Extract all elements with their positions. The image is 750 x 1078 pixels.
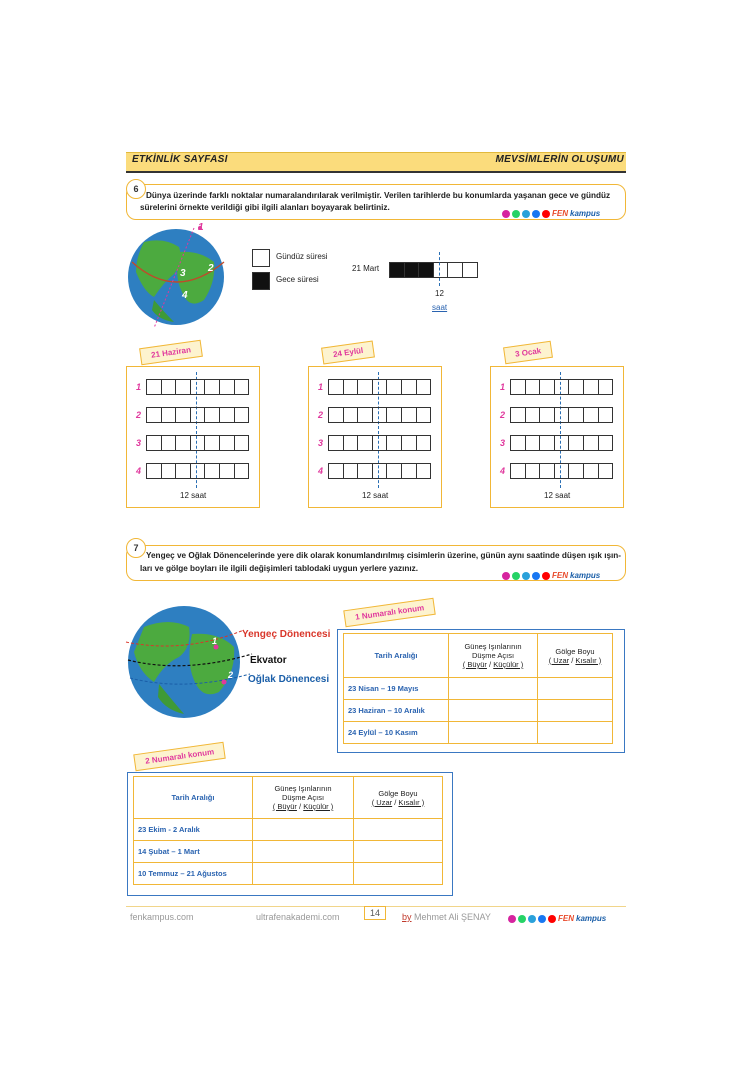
hour-cell[interactable] — [416, 379, 432, 395]
hour-cell[interactable] — [190, 463, 206, 479]
table2-shadow-cell[interactable] — [354, 819, 443, 841]
panel-row-number: 1 — [318, 382, 324, 392]
hour-cell[interactable] — [328, 407, 344, 423]
hour-cell[interactable] — [219, 435, 235, 451]
hour-cell[interactable] — [598, 463, 614, 479]
hour-cell[interactable] — [583, 379, 599, 395]
legend-day-swatch — [252, 249, 270, 267]
globe-illustration — [124, 222, 229, 332]
panel-row-number: 3 — [500, 438, 506, 448]
table1-angle-cell[interactable] — [449, 700, 538, 722]
question-7-text-2: ları ve gölge boyları ile ilgili değişimleri tablodaki uygun yerlere yazınız. — [140, 564, 419, 573]
hour-cell[interactable] — [343, 407, 359, 423]
panel-cell-row — [511, 463, 613, 479]
table1-header-date: Tarih Aralığı — [344, 634, 449, 678]
brand-q7: FEN kampus — [502, 571, 600, 580]
footer-author: by Mehmet Ali ŞENAY — [402, 912, 491, 922]
hour-cell[interactable] — [175, 435, 191, 451]
table2-angle-cell[interactable] — [253, 819, 354, 841]
table2-angle-cell[interactable] — [253, 841, 354, 863]
hour-cell[interactable] — [204, 463, 220, 479]
panel-cell-row — [511, 407, 613, 423]
globe-point-1: 1 — [198, 222, 204, 233]
panel-cell-row — [147, 407, 249, 423]
hour-cell[interactable] — [510, 463, 526, 479]
table2-header-angle: Güneş Işınlarının Düşme Açısı ( Büyür / Küçülür ) — [253, 777, 354, 819]
hour-cell[interactable] — [175, 407, 191, 423]
question-6-number: 6 — [126, 179, 146, 199]
example-cell — [433, 262, 449, 278]
hour-cell[interactable] — [386, 463, 402, 479]
hour-cell[interactable] — [386, 407, 402, 423]
table1-row-date: 23 Haziran – 10 Aralık — [344, 700, 449, 722]
hour-cell[interactable] — [234, 379, 250, 395]
hour-cell[interactable] — [328, 379, 344, 395]
table1 — [343, 633, 613, 744]
hour-cell[interactable] — [510, 379, 526, 395]
hour-cell[interactable] — [161, 379, 177, 395]
example-date: 21 Mart — [352, 264, 380, 273]
hour-cell[interactable] — [554, 379, 570, 395]
panel-axis-label: 12 saat — [544, 491, 571, 500]
hour-cell[interactable] — [539, 435, 555, 451]
hour-cell[interactable] — [357, 407, 373, 423]
question-6-text-1: Dünya üzerinde farklı noktalar numaralandırılarak verilmiştir. Verilen tarihlerde bu konumlarda yaşanan gece ve gündüz — [146, 191, 611, 200]
hour-cell[interactable] — [357, 435, 373, 451]
table2-angle-cell[interactable] — [253, 863, 354, 885]
table1-row-date: 23 Nisan – 19 Mayıs — [344, 678, 449, 700]
telegram-icon — [528, 915, 536, 923]
hour-cell[interactable] — [219, 379, 235, 395]
table2-shadow-cell[interactable] — [354, 841, 443, 863]
panel-cell-row — [511, 435, 613, 451]
panel-cell-row — [329, 435, 431, 451]
hour-cell[interactable] — [190, 379, 206, 395]
facebook-icon — [532, 572, 540, 580]
table1-header-angle: Güneş Işınlarının Düşme Açısı ( Büyür / Küçülür ) — [449, 634, 538, 678]
hour-cell[interactable] — [510, 407, 526, 423]
hour-cell[interactable] — [146, 435, 162, 451]
hour-cell[interactable] — [146, 379, 162, 395]
whatsapp-icon — [518, 915, 526, 923]
hour-cell[interactable] — [328, 463, 344, 479]
hour-cell[interactable] — [583, 407, 599, 423]
youtube-icon — [542, 210, 550, 218]
table2-row-date: 10 Temmuz – 21 Ağustos — [134, 863, 253, 885]
youtube-icon — [548, 915, 556, 923]
table2-row-date: 23 Ekim - 2 Aralık — [134, 819, 253, 841]
hour-cell[interactable] — [343, 463, 359, 479]
hour-cell[interactable] — [583, 435, 599, 451]
table1-shadow-cell[interactable] — [538, 722, 613, 744]
hour-cell[interactable] — [234, 463, 250, 479]
hour-cell[interactable] — [568, 379, 584, 395]
hour-cell[interactable] — [598, 407, 614, 423]
hour-cell[interactable] — [401, 379, 417, 395]
hour-cell[interactable] — [525, 379, 541, 395]
panel-row-number: 3 — [318, 438, 324, 448]
panel-cell-row — [147, 435, 249, 451]
question-7-number: 7 — [126, 538, 146, 558]
hour-cell[interactable] — [204, 435, 220, 451]
panel-date-tag: 3 Ocak — [503, 341, 553, 365]
table1-shadow-cell[interactable] — [538, 678, 613, 700]
globe-point-3: 3 — [180, 268, 186, 279]
hour-cell[interactable] — [510, 435, 526, 451]
hour-cell[interactable] — [386, 379, 402, 395]
example-cells — [390, 262, 478, 278]
panel-axis-label: 12 saat — [180, 491, 207, 500]
panel-row-number: 2 — [318, 410, 324, 420]
hour-cell[interactable] — [175, 379, 191, 395]
hour-cell[interactable] — [554, 463, 570, 479]
table1-row-date: 24 Eylül – 10 Kasım — [344, 722, 449, 744]
hour-cell[interactable] — [386, 435, 402, 451]
example-cell — [389, 262, 405, 278]
hour-cell[interactable] — [234, 435, 250, 451]
equator-label: Ekvator — [250, 655, 287, 666]
hour-cell[interactable] — [190, 435, 206, 451]
hour-cell[interactable] — [372, 435, 388, 451]
telegram-icon — [522, 572, 530, 580]
instagram-icon — [508, 915, 516, 923]
footer-site-1: fenkampus.com — [130, 912, 194, 922]
telegram-icon — [522, 210, 530, 218]
table1-tag: 1 Numaralı konum — [343, 598, 436, 628]
panel-axis-label: 12 saat — [362, 491, 389, 500]
example-cell — [404, 262, 420, 278]
panel-cell-row — [329, 379, 431, 395]
hour-cell[interactable] — [343, 379, 359, 395]
table2-tag: 2 Numaralı konum — [133, 742, 226, 772]
hour-cell[interactable] — [539, 407, 555, 423]
header-left-title: ETKİNLİK SAYFASI — [132, 154, 228, 165]
panel-row-number: 1 — [500, 382, 506, 392]
table1-angle-cell[interactable] — [449, 722, 538, 744]
hour-cell[interactable] — [539, 463, 555, 479]
table1-angle-cell[interactable] — [449, 678, 538, 700]
hour-cell[interactable] — [146, 463, 162, 479]
hour-cell[interactable] — [146, 407, 162, 423]
hour-cell[interactable] — [343, 435, 359, 451]
hour-cell[interactable] — [401, 407, 417, 423]
legend-day-label: Gündüz süresi — [276, 252, 328, 261]
header-right-title: MEVSİMLERİN OLUŞUMU — [495, 154, 624, 165]
hour-cell[interactable] — [598, 435, 614, 451]
table2-shadow-cell[interactable] — [354, 863, 443, 885]
hour-cell[interactable] — [219, 407, 235, 423]
hour-cell[interactable] — [568, 407, 584, 423]
globe-point-2-label: 2 — [228, 670, 234, 680]
hour-cell[interactable] — [554, 407, 570, 423]
panel-cell-row — [329, 463, 431, 479]
hour-cell[interactable] — [161, 435, 177, 451]
brand-q6: FEN kampus — [502, 209, 600, 218]
hour-cell[interactable] — [568, 435, 584, 451]
hour-cell[interactable] — [372, 379, 388, 395]
example-midline — [439, 252, 440, 286]
panel-date-tag: 24 Eylül — [321, 340, 375, 364]
hour-cell[interactable] — [161, 407, 177, 423]
hour-cell[interactable] — [539, 379, 555, 395]
hour-cell[interactable] — [328, 435, 344, 451]
panel-row-number: 2 — [500, 410, 506, 420]
panel-cell-row — [147, 379, 249, 395]
hour-cell[interactable] — [234, 407, 250, 423]
hour-cell[interactable] — [554, 435, 570, 451]
panel-row-number: 3 — [136, 438, 142, 448]
panel-cell-row — [329, 407, 431, 423]
question-6-text-2: sürelerini örnekte verildiği gibi ilgili alanları boyayarak belirtiniz. — [140, 203, 390, 212]
hour-cell[interactable] — [219, 463, 235, 479]
hour-cell[interactable] — [372, 463, 388, 479]
hour-cell[interactable] — [525, 463, 541, 479]
hour-cell[interactable] — [190, 407, 206, 423]
table2-header-date: Tarih Aralığı — [134, 777, 253, 819]
hour-cell[interactable] — [161, 463, 177, 479]
hour-cell[interactable] — [357, 379, 373, 395]
example-cell — [462, 262, 478, 278]
whatsapp-icon — [512, 210, 520, 218]
tropic-of-cancer-label: Yengeç Dönencesi — [242, 629, 331, 640]
panel-row-number: 1 — [136, 382, 142, 392]
hour-cell[interactable] — [416, 463, 432, 479]
table1-shadow-cell[interactable] — [538, 700, 613, 722]
hour-cell[interactable] — [204, 379, 220, 395]
example-hour: 12 — [435, 289, 444, 298]
tropic-of-capricorn-label: Oğlak Dönencesi — [248, 674, 330, 685]
facebook-icon — [538, 915, 546, 923]
table1-header-shadow: Gölge Boyu ( Uzar / Kısalır ) — [538, 634, 613, 678]
hour-cell[interactable] — [357, 463, 373, 479]
hour-cell[interactable] — [416, 435, 432, 451]
question-7-text-1: Yengeç ve Oğlak Dönencelerinde yere dik olarak konumlandırılmış cisimlerin üzerine, günün aynı saatinde düşen ışık ışın- — [146, 551, 622, 560]
panel-cell-row — [147, 463, 249, 479]
panel-row-number: 4 — [500, 466, 506, 476]
hour-cell[interactable] — [598, 379, 614, 395]
facebook-icon — [532, 210, 540, 218]
hour-cell[interactable] — [401, 435, 417, 451]
tropics-globe-illustration — [124, 602, 254, 722]
hour-cell[interactable] — [525, 407, 541, 423]
footer-site-2: ultrafenakademi.com — [256, 912, 340, 922]
panel-row-number: 2 — [136, 410, 142, 420]
footer-page-number: 14 — [364, 906, 386, 920]
table2-header-shadow: Gölge Boyu ( Uzar / Kısalır ) — [354, 777, 443, 819]
instagram-icon — [502, 572, 510, 580]
panel-row-number: 4 — [318, 466, 324, 476]
globe-point-1-label: 1 — [212, 636, 218, 646]
whatsapp-icon — [512, 572, 520, 580]
hour-cell[interactable] — [372, 407, 388, 423]
youtube-icon — [542, 572, 550, 580]
example-cell — [418, 262, 434, 278]
hour-cell[interactable] — [568, 463, 584, 479]
legend-night-label: Gece süresi — [276, 275, 319, 284]
table2 — [133, 776, 443, 885]
globe-point-4: 4 — [182, 290, 188, 301]
panel-date-tag: 21 Haziran — [139, 340, 203, 365]
globe-point-2: 2 — [208, 263, 214, 274]
example-cell — [447, 262, 463, 278]
hour-cell[interactable] — [401, 463, 417, 479]
hour-cell[interactable] — [583, 463, 599, 479]
table2-row-date: 14 Şubat – 1 Mart — [134, 841, 253, 863]
legend-night-swatch — [252, 272, 270, 290]
panel-row-number: 4 — [136, 466, 142, 476]
hour-cell[interactable] — [175, 463, 191, 479]
hour-cell[interactable] — [416, 407, 432, 423]
instagram-icon — [502, 210, 510, 218]
hour-cell[interactable] — [525, 435, 541, 451]
example-unit: saat — [432, 303, 448, 312]
hour-cell[interactable] — [204, 407, 220, 423]
panel-cell-row — [511, 379, 613, 395]
brand-footer: FEN kampus — [508, 914, 606, 923]
